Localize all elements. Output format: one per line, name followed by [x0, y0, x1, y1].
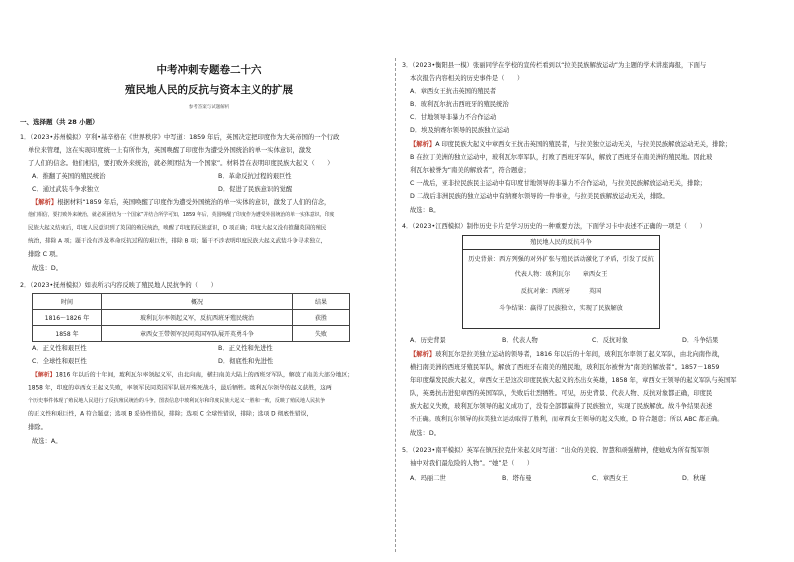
q1-analysis-line: 排除 C 项。	[28, 251, 62, 258]
exam-subtitle: 殖民地人民的反抗与资本主义的扩展	[125, 84, 293, 96]
table-header-cell: 时间	[33, 294, 102, 310]
q3-analysis-line: 利瓦尔被誉为“南美的解放者”，符合题意；	[410, 167, 530, 174]
card-title: 殖民地人民的反抗斗争	[463, 236, 659, 250]
analysis-text: 根据材料“1859 年后，英国唤醒了印度作为遭受外国统治的单一实体的意识，激发了人们的信念，	[57, 199, 331, 206]
q2-stem: 2．（2023•抚州模拟）如表所示内容反映了殖民地人民抗争的（ ）	[20, 282, 217, 289]
card-people-value: 章西女王	[582, 271, 608, 278]
q1-option-a[interactable]: A．推翻了英国的殖民统治	[32, 173, 106, 180]
q1-line: 单位来管理，这在实现印度统一上有所作为，英国唤醒了印度作为遭受外国统治的单一实体意识，激发	[28, 147, 312, 154]
table-cell: 1816～1826 年	[33, 310, 102, 326]
history-card	[462, 235, 660, 329]
analysis-label: 【解析】	[410, 351, 436, 358]
left-column	[20, 0, 390, 562]
q2-option-a[interactable]: A．正义性和艰巨性	[32, 345, 87, 352]
q2-analysis-line: 的正义性和艰巨性，A 符合题意；选项 B 妥协性错误，排除；选项 C 全球性错误，排除；选项 D 彻底性错误，	[28, 411, 313, 418]
table-cell: 获胜	[293, 310, 350, 326]
q2-answer: 故选：A。	[32, 438, 62, 445]
analysis-text: A 印度民族大起义中章西女王抗击英国的殖民者，与拉美独立运动无关，与拉美民族解放运动无关，排除；	[435, 141, 732, 148]
q2-option-c[interactable]: C．全球性和艰巨性	[32, 358, 87, 365]
q1-option-c[interactable]: C．通过武装斗争求独立	[32, 186, 100, 193]
table-header-cell: 结果	[293, 294, 350, 310]
card-people	[463, 269, 659, 278]
table-cell: 章西女王带领军民同英国军队展开英勇斗争	[102, 326, 293, 342]
q2-analysis-line: 1858 年，印度的章西女王起义失败，率领军民同英国军队展开殊死战斗，最后牺牲。玻利瓦尔领导的起义获胜，这两	[28, 385, 332, 392]
q4-option-b[interactable]: B．代表人物	[502, 337, 538, 344]
q4-option-c[interactable]: C．反抗对象	[592, 337, 628, 344]
q4-option-a[interactable]: A．历史背景	[410, 337, 446, 344]
card-target	[463, 286, 659, 295]
q4-option-d[interactable]: D．斗争结果	[682, 337, 719, 344]
table-header-cell: 概况	[102, 294, 293, 310]
q4-analysis-line: 队，英勇抗击进犯章西的英国军队，失败后壮烈牺牲。可见，历史背景、代表人物、反抗对象都正确，印度民	[410, 390, 713, 397]
q1-answer: 故选：D。	[32, 265, 63, 272]
q4-analysis-line: 不正确。玻利瓦尔领导的拉美独立运动取得了胜利，而章西女王领导的起义失败，D 符合题意；所以 ABC 都正确。	[410, 416, 724, 423]
section-heading: 一、选择题（共 28 小题）	[20, 118, 99, 126]
table-row	[33, 310, 350, 326]
q3-line: 本次报告内容相关的历史事件是（ ）	[410, 75, 524, 82]
q3-analysis-line	[410, 141, 731, 149]
q2-analysis-line: 排除。	[28, 424, 47, 431]
q3-option-c[interactable]: C．甘地领导非暴力不合作运动	[410, 114, 497, 121]
q5-line: 5．（2023•南平模拟）英军在镇压拉克什米起义时写道：“出众的美貌、智慧和顽强精神，使她成为所有叛军领	[402, 447, 710, 454]
analysis-label: 【解析】	[32, 199, 58, 206]
q4-stem: 4．（2023•江西模拟）制作历史卡片是学习历史的一种重要方法，下面学习卡中表述不正确的一项是（ ）	[402, 223, 706, 230]
q3-analysis-line: B 在拉丁美洲的独立运动中，玻利瓦尔率军队，打败了西班牙军队，解放了西班牙在南美洲的殖民地。因此玻	[410, 154, 713, 161]
q3-answer: 故选：B。	[410, 207, 440, 214]
q5-option-b[interactable]: B．塔布曼	[502, 475, 532, 482]
q4-analysis-line: 年印度爆发民族大起义，章西女王是这次印度民族大起义的杰出女英雄，1858 年，章西女王领导的起义军队与英国军	[410, 377, 737, 384]
card-people-label: 代表人物：玻利瓦尔	[514, 271, 571, 278]
answer-note: 参考答案与试题解析	[188, 105, 230, 110]
q5-line: 袖中对我们最危险的人物”。“她”是（ ）	[410, 460, 534, 467]
q4-analysis-line	[410, 351, 724, 359]
card-background: 历史背景：西方列强的对外扩张与殖民活动激化了矛盾，引发了反抗	[468, 256, 654, 263]
q5-option-a[interactable]: A．玛丽二世	[410, 475, 446, 482]
table-header-row	[33, 294, 350, 310]
exam-title: 中考冲刺专题卷二十六	[156, 64, 262, 76]
q2-option-d[interactable]: D．彻底性和先进性	[218, 358, 274, 365]
q3-line: 3．（2023•衡阳县一模）张丽同学在学校的宣传栏看到以“拉美民族解放运动”为主题的学术讲座海报，下面与	[402, 62, 707, 69]
q3-option-d[interactable]: D．埃及纳赛尔领导的民族独立运动	[410, 127, 510, 134]
q1-analysis-line	[32, 199, 330, 207]
analysis-text: 玻利瓦尔是拉美独立运动的领导者，1816 年以后的十年间，玻利瓦尔率领了起义军队，由北向南作战，	[435, 351, 724, 358]
right-column	[402, 0, 772, 562]
q1-line: 1．（2023•苏州模拟）亨利•基辛格在《世界秩序》中写道：1859 年后，英国决定把印度作为大英帝国的一个行政	[20, 134, 340, 141]
q3-option-a[interactable]: A．章西女王抗击英国的殖民者	[410, 88, 497, 95]
q1-option-d[interactable]: D．促进了民族意识的觉醒	[218, 186, 293, 193]
analysis-label: 【解析】	[32, 372, 56, 379]
table-cell: 玻利瓦尔率领起义军，反抗西班牙殖民统治	[102, 310, 293, 326]
q2-option-b[interactable]: B．正义性和先进性	[218, 345, 273, 352]
analysis-text: 1816 年以后的十年间，玻利瓦尔率领起义军，由北向南，横扫南美大陆上的西班牙军队，解放了南美大部分地区；	[55, 372, 354, 379]
q4-analysis-line: 族大起义失败，玻利瓦尔领导的起义成功了，没有全部都赢得了民族独立，实现了民族解放。故斗争结果表述	[410, 403, 713, 410]
q1-line: 了人们的信念。他们相信，要打败外来统治，就必须团结为一个国家”。材料旨在表明印度民族大起义（ ）	[28, 160, 334, 167]
q1-analysis-line: 统治，排除 A 项；题干没有涉及革命反抗过程的艰巨性，排除 B 项；题干不涉表明印度民族大起义武装斗争寻求独立，	[28, 238, 327, 245]
q4-analysis-line: 横扫南美洲的西班牙殖民军队，解放了西班牙在南美的殖民地，玻利瓦尔被誉为“南美的解放者”。1857－1859	[410, 364, 720, 371]
q2-table	[32, 293, 350, 342]
q5-option-d[interactable]: D．秋瑾	[682, 475, 706, 482]
q3-analysis-line: C 一战后，亚非拉民族民主运动中有印度甘地领导的非暴力不合作运动，与拉美民族解放运动无关，排除；	[410, 180, 707, 187]
q5-option-c[interactable]: C．章西女王	[592, 475, 628, 482]
table-cell: 1858 年	[33, 326, 102, 342]
q1-analysis-line: 他们相信，要打败外来统治，就必须团结为一个国家”并结合所学可知，1859 年后，英国唤醒了印度作为遭受外国统治的单一实体意识，印度	[28, 212, 335, 218]
q2-analysis-line	[32, 372, 353, 379]
analysis-label: 【解析】	[410, 141, 436, 148]
q1-analysis-line: 民族大起义结束后，印度人民意识到了英国的殖民统治，唤醒了印度的民族意识，D 项正确；印度大起义没有推翻英国的殖民	[28, 225, 327, 232]
q2-analysis-line: 个历史事件体现了殖民地人民进行了反抗殖民统治的斗争，图表信息中玻利瓦尔和印度民族大起义一胜和一败，反映了殖民地人民抗争	[28, 398, 326, 404]
card-result: 斗争结果：赢得了民族独立，实现了民族解放	[499, 305, 623, 312]
card-target-label: 反抗对象：西班牙	[520, 288, 571, 295]
q4-answer: 故选：D。	[410, 430, 441, 437]
table-cell: 失败	[293, 326, 350, 342]
q3-analysis-line: D 二战后非洲民族的独立运动中有纳赛尔领导的一件事业，与拉美民族解放运动无关，排除。	[410, 193, 669, 200]
card-target-value: 英国	[588, 288, 602, 295]
q1-option-b[interactable]: B．革命反抗过程的艰巨性	[218, 173, 292, 180]
q3-option-b[interactable]: B．玻利瓦尔抗击西班牙的殖民统治	[410, 101, 509, 108]
column-divider	[395, 58, 396, 552]
table-row	[33, 326, 350, 342]
